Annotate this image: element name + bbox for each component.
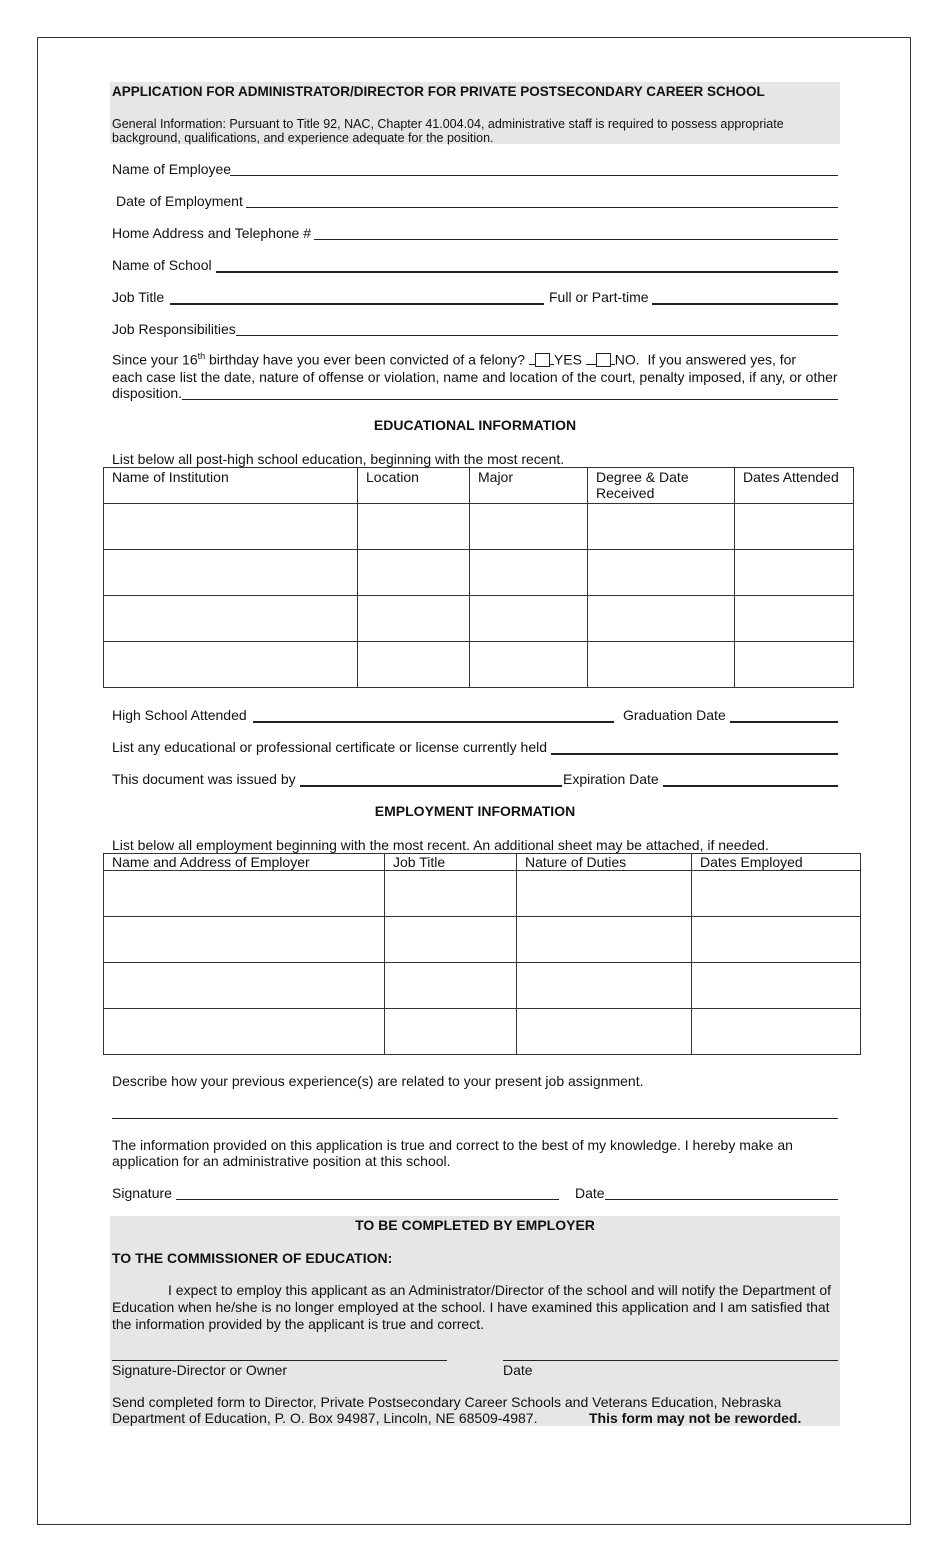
table-row xyxy=(104,596,854,642)
felony-disposition-field[interactable] xyxy=(182,399,838,400)
employment-date-label: Date of Employment xyxy=(116,193,243,209)
signature-field[interactable] xyxy=(176,1199,559,1200)
no-checkbox[interactable] xyxy=(596,353,611,367)
edu-col-institution: Name of Institution xyxy=(104,468,358,504)
table-row xyxy=(104,917,861,963)
director-date-label: Date xyxy=(503,1362,533,1378)
job-title-label: Job Title xyxy=(112,289,165,305)
employee-name-field[interactable] xyxy=(230,175,838,176)
employer-statement: I expect to employ this applicant as an Administrator/Director of the school and will notify the Department of Education when he/she is no longer employed at the school. I have examined this application and I am satisfied that the information provided by the applicant is true and correct. xyxy=(112,1282,831,1332)
date-field[interactable] xyxy=(605,1199,838,1200)
employment-table xyxy=(103,853,861,1055)
no-label: NO. xyxy=(614,351,640,368)
employer-heading: TO BE COMPLETED BY EMPLOYER xyxy=(355,1217,595,1233)
edu-col-major: Major xyxy=(470,468,588,504)
describe-experience-label: Describe how your previous experience(s) are related to your present job assignment. xyxy=(112,1073,644,1089)
edu-col-dates: Dates Attended xyxy=(735,468,854,504)
emp-col-dates: Dates Employed xyxy=(692,854,861,871)
employee-name-label: Name of Employee xyxy=(112,161,232,177)
no-reword-notice: This form may not be reworded. xyxy=(589,1410,802,1426)
issued-by-label: This document was issued by xyxy=(112,771,296,787)
employment-date-field[interactable] xyxy=(246,207,838,208)
general-information: General Information: Pursuant to Title 92, NAC, Chapter 41.004.04, administrative staff is required to possess appropriate background, qualifications, and experience adequate for the position. xyxy=(112,117,784,145)
certificate-field[interactable] xyxy=(551,753,838,755)
yes-label: YES xyxy=(553,351,582,368)
graduation-label: Graduation Date xyxy=(623,707,726,723)
yes-checkbox[interactable] xyxy=(535,353,550,367)
high-school-field[interactable] xyxy=(253,721,614,723)
expiration-field[interactable] xyxy=(663,785,838,787)
commissioner-heading: TO THE COMMISSIONER OF EDUCATION: xyxy=(112,1250,393,1266)
address-phone-field[interactable] xyxy=(314,239,838,240)
table-row xyxy=(104,504,854,550)
emp-col-duties: Nature of Duties xyxy=(517,854,692,871)
date-label: Date xyxy=(575,1185,605,1201)
describe-experience-field[interactable] xyxy=(112,1118,838,1119)
table-row xyxy=(104,1009,861,1055)
signature-label: Signature xyxy=(112,1185,172,1201)
edu-col-degree: Degree & Date Received xyxy=(588,468,735,504)
felony-line-2: each case list the date, nature of offense or violation, name and location of the court, penalty imposed, if any, or other xyxy=(112,369,838,385)
emp-col-employer: Name and Address of Employer xyxy=(104,854,385,871)
address-phone-label: Home Address and Telephone # xyxy=(112,225,311,241)
table-row xyxy=(104,963,861,1009)
send-instructions-1: Send completed form to Director, Private Postsecondary Career Schools and Veterans Education, Nebraska xyxy=(112,1394,782,1410)
responsibilities-field[interactable] xyxy=(236,335,838,336)
full-part-label: Full or Part-time xyxy=(549,289,649,305)
school-name-field[interactable] xyxy=(216,271,838,273)
felony-question: Since your 16th birthday have you ever been convicted of a felony? YES NO. If you answered yes, for xyxy=(112,351,797,368)
school-name-label: Name of School xyxy=(112,257,212,273)
certification-text: The information provided on this application is true and correct to the best of my knowledge. I hereby make an application for an administrative position at this school. xyxy=(112,1137,793,1169)
full-part-field[interactable] xyxy=(652,303,838,305)
education-table xyxy=(103,467,854,688)
director-signature-label: Signature-Director or Owner xyxy=(112,1362,288,1378)
responsibilities-label: Job Responsibilities xyxy=(112,321,236,337)
issued-by-field[interactable] xyxy=(300,785,562,787)
table-row xyxy=(104,871,861,917)
expiration-label: Expiration Date xyxy=(563,771,659,787)
employment-heading: EMPLOYMENT INFORMATION xyxy=(374,803,576,819)
edu-col-location: Location xyxy=(358,468,470,504)
director-date-field[interactable] xyxy=(503,1360,838,1361)
form-title: APPLICATION FOR ADMINISTRATOR/DIRECTOR FOR PRIVATE POSTSECONDARY CAREER SCHOOL xyxy=(112,84,765,99)
job-title-field[interactable] xyxy=(170,303,544,305)
send-instructions-2: Department of Education, P. O. Box 94987, Lincoln, NE 68509-4987. xyxy=(112,1410,538,1426)
emp-col-job-title: Job Title xyxy=(385,854,517,871)
felony-line-3: disposition. xyxy=(112,385,183,401)
education-heading: EDUCATIONAL INFORMATION xyxy=(373,417,577,433)
table-row xyxy=(104,550,854,596)
director-signature-field[interactable] xyxy=(112,1360,447,1361)
employment-intro: List below all employment beginning with the most recent. An additional sheet may be attached, if needed. xyxy=(112,837,769,853)
graduation-field[interactable] xyxy=(730,721,838,723)
education-intro: List below all post-high school education, beginning with the most recent. xyxy=(112,451,565,467)
high-school-label: High School Attended xyxy=(112,707,247,723)
table-row xyxy=(104,642,854,688)
certificate-label: List any educational or professional certificate or license currently held xyxy=(112,739,548,755)
